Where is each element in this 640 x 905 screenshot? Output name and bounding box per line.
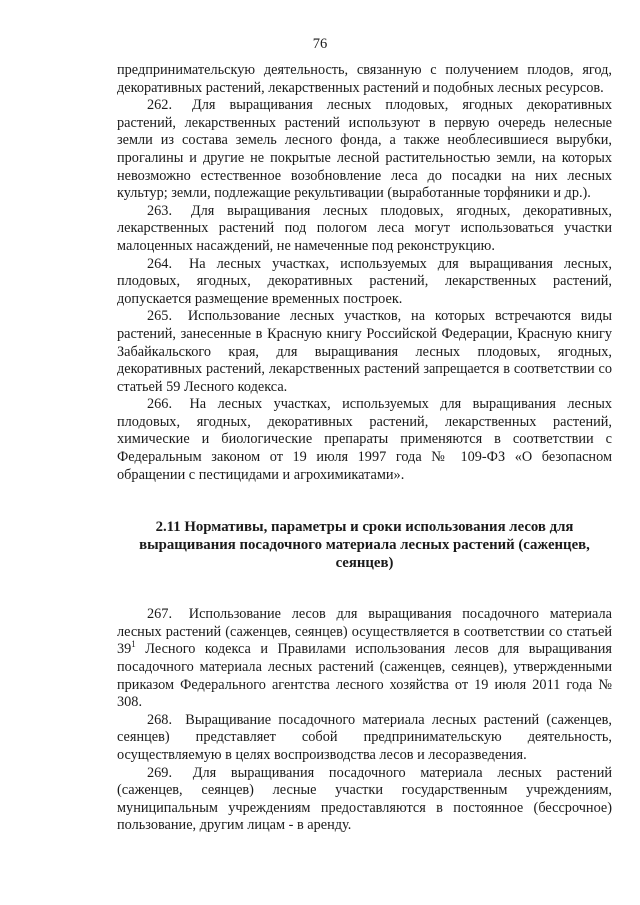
section-heading: 2.11 Нормативы, параметры и сроки использования лесов для выращивания посадочного материала лесных растений (саженцев, сеянцев) [139,519,590,572]
page-number: 76 [312,36,328,52]
paragraph-number: 269. [147,764,173,781]
paragraph-text-continued: Лесного кодекса и Правилами использования лесов для выращивания посадочного материала лесных растений (саженцев, сеянцев), утвержденными приказом Федерального агентства лесного хозяйства от 19 июля 2011 года № 308. [117,641,612,711]
footnote-superscript: 1 [131,639,136,650]
paragraph-number: 268. [147,711,173,728]
paragraph-264 [117,256,612,309]
paragraph-269 [117,765,612,835]
paragraph-263 [117,203,612,256]
document-body [117,62,612,835]
paragraph-number: 262. [147,97,173,114]
paragraph-text: Использование лесов для выращивания посадочного материала лесных растений (саженцев, сеянцев) осуществляется в соответствии со статьей 39 [117,606,612,658]
paragraph-text: Использование лесных участков, на которых встречаются виды растений, занесенные в Красную книгу Российской Федерации, Красную книгу Забайкальского края, для выращивания лесных плодовых, ягодных, декоративных растений, лекарственных растений запрещается в соответствии со статьей 59 Лесного кодекса. [117,308,612,395]
paragraph-number: 266. [147,396,173,413]
paragraph-text: Выращивание посадочного материала лесных растений (саженцев, сеянцев) представляет собой предпринимательскую деятельность, осуществляемую в целях воспроизводства лесов и лесоразведения. [117,711,613,763]
paragraph-268 [117,712,612,765]
paragraph-number: 267. [147,606,173,623]
paragraph-text: Для выращивания лесных плодовых, ягодных декоративных растений, лекарственных растений используют в первую очередь нелесные земли из состава земель лесного фонда, а также необлесившиеся вырубки, прогалины и другие не покрытые лесной растительностью земли, на которых невозможно естественное возобновление леса до посадки на них лесных культур; земли, подлежащие рекультивации (выработанные торфяники и др.). [117,97,612,202]
paragraph-267 [117,606,612,712]
paragraph-text: На лесных участках, используемых для выращивания лесных плодовых, ягодных, декоративных растений, лекарственных растений, химические и биологические препараты применяются в соответствии с Федеральным законом от 19 июля 1997 года № 109-ФЗ «О безопасном обращении с пестицидами и агрохимикатами». [117,396,612,483]
paragraph-262 [117,97,612,203]
paragraph-text: На лесных участках, используемых для выращивания лесных, плодовых, ягодных, декоративных растений, лекарственных растений, допускается размещение временных построек. [117,255,613,307]
paragraph-number: 265. [147,308,173,325]
paragraph-text: Для выращивания лесных плодовых, ягодных, декоративных, лекарственных растений под пологом леса могут использоваться участки малоценных насаждений, не намеченные под реконструкцию. [117,202,612,254]
paragraph-text: предпринимательскую деятельность, связанную с получением плодов, ягод, декоративных растений, лекарственных растений и подобных лесных ресурсов. [117,62,612,96]
paragraph-265 [117,308,612,396]
paragraph-continuation [117,62,612,97]
section-spacer [117,572,612,606]
paragraph-number: 264. [147,255,173,272]
paragraph-number: 263. [147,202,173,219]
paragraph-text: Для выращивания посадочного материала лесных растений (саженцев, сеянцев) лесные участки государственным учреждениям, муниципальным учреждениям предоставляются в постоянное (бессрочное) пользование, другим лицам - в аренду. [117,764,613,834]
paragraph-266 [117,396,612,484]
